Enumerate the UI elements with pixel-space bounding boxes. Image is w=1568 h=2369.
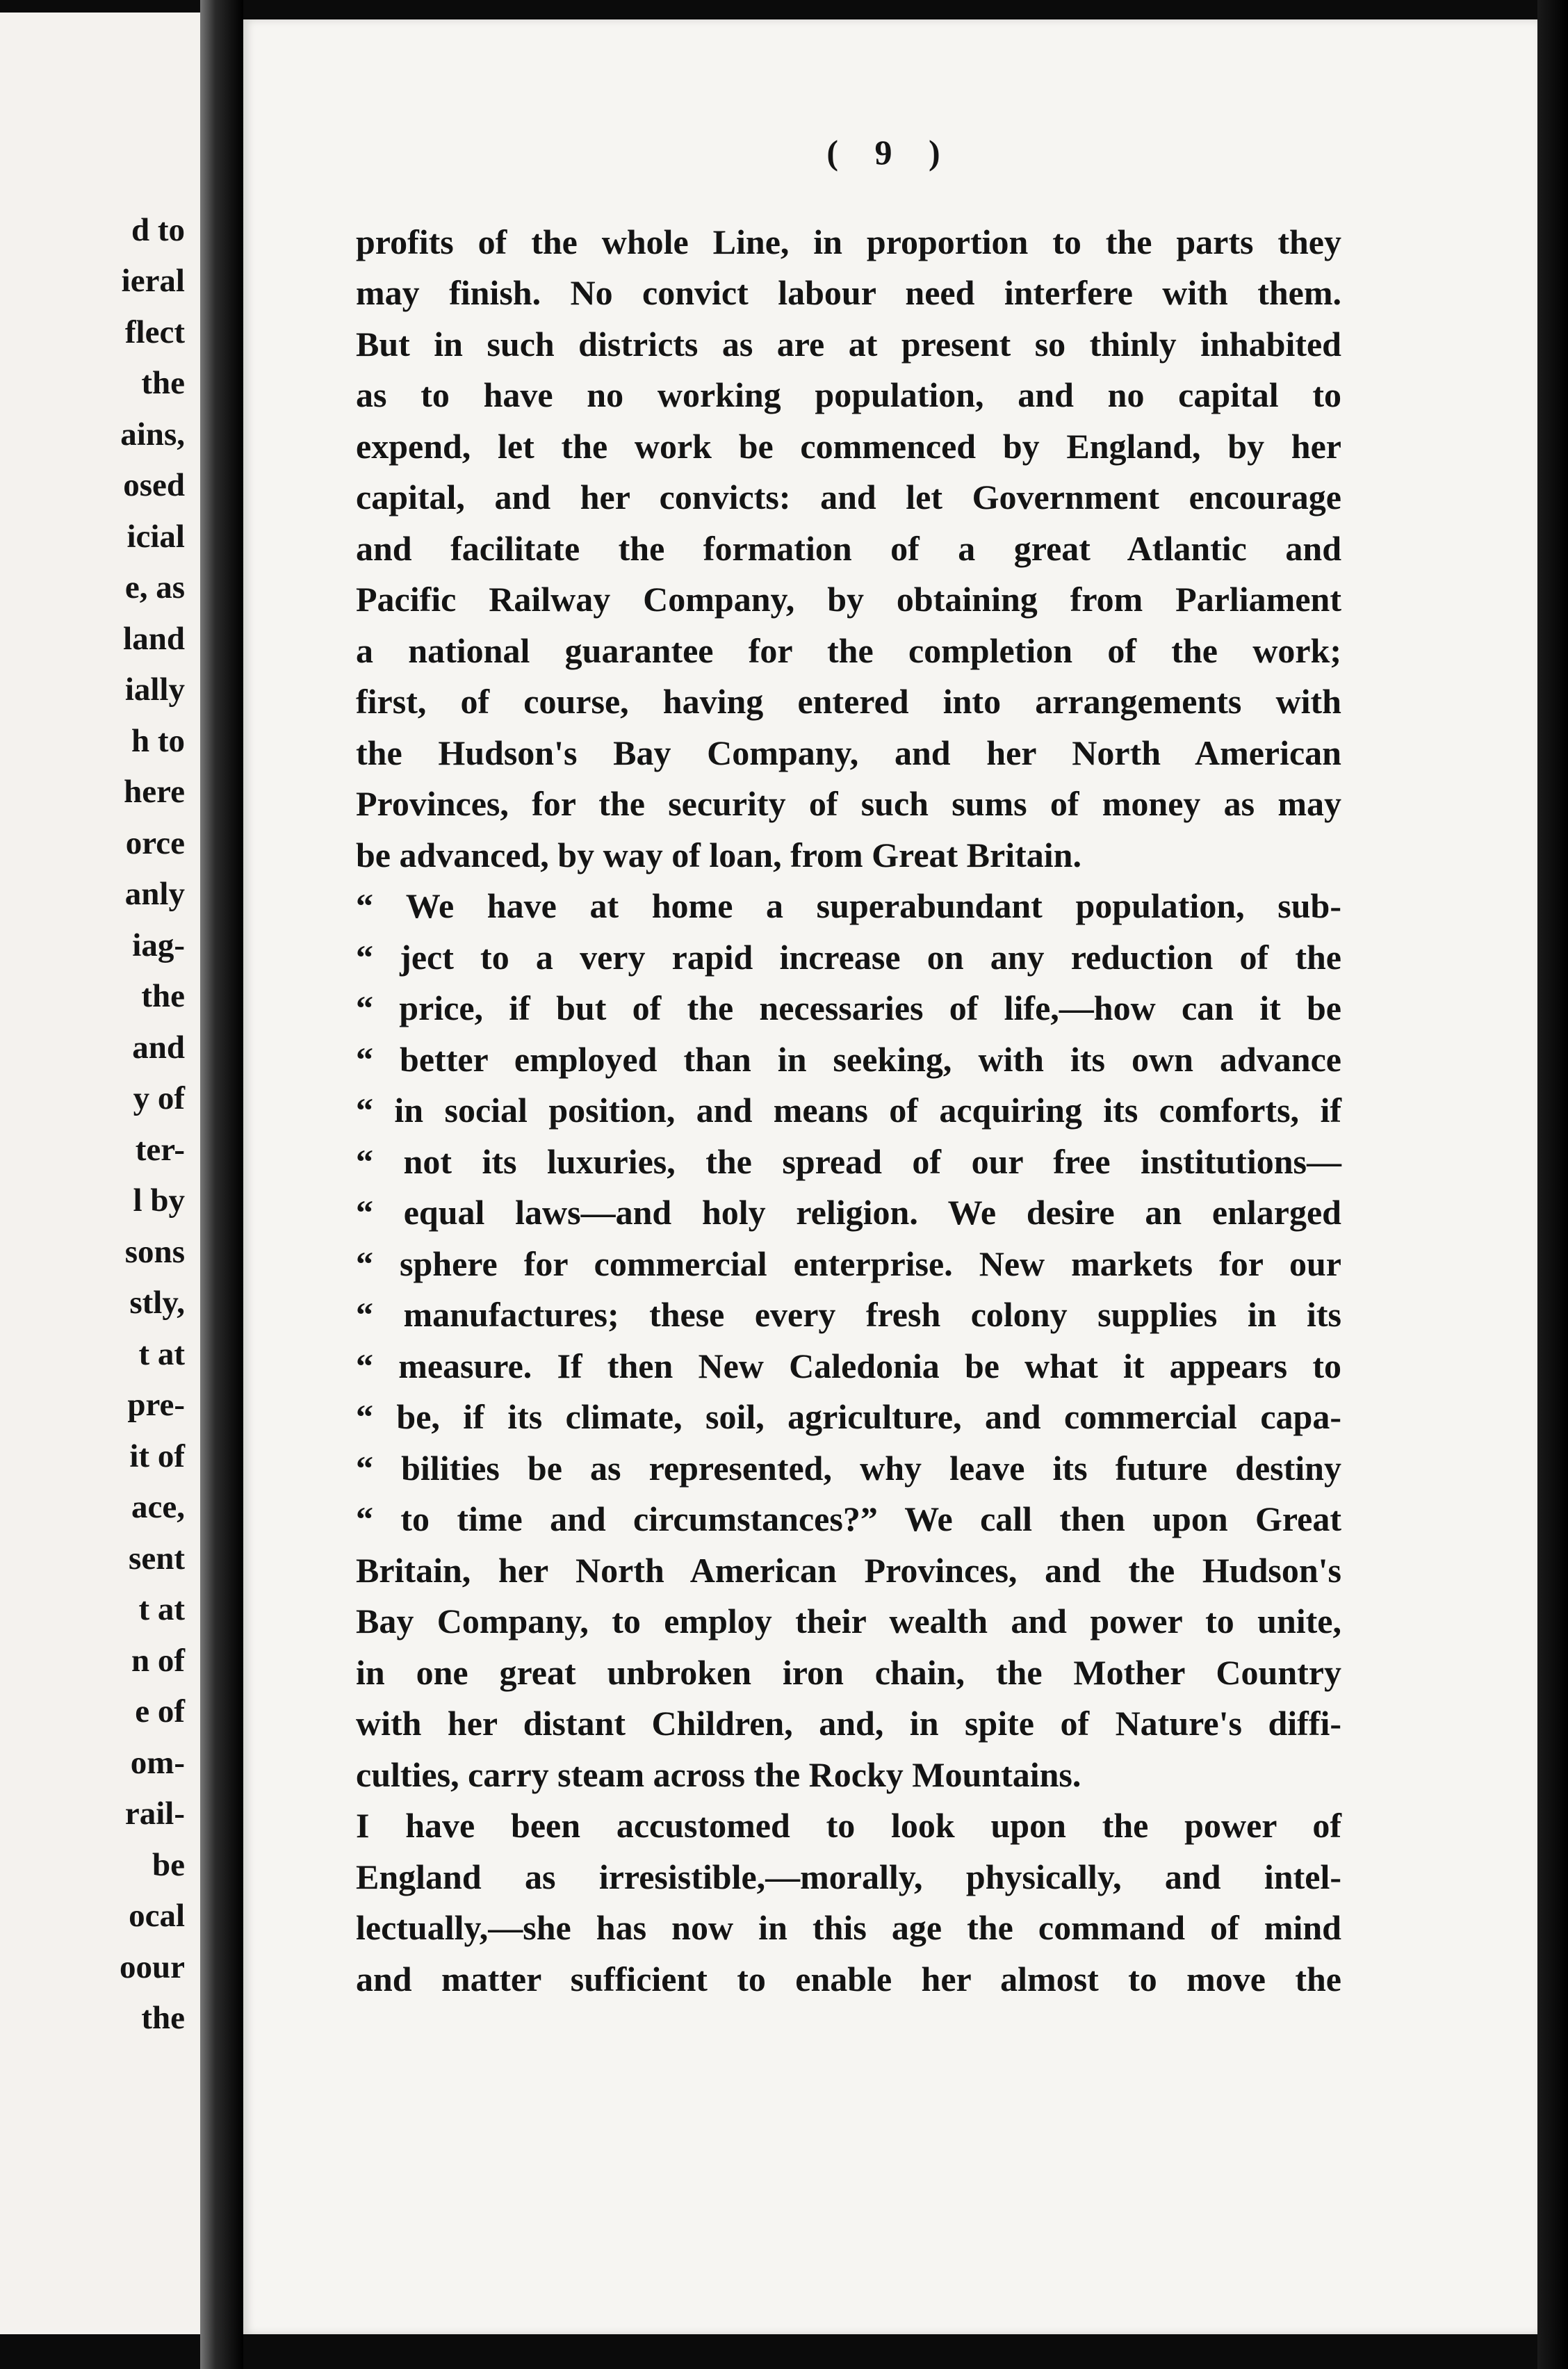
book-gutter (200, 0, 243, 2369)
left-page-fragment: y of (133, 1080, 185, 1116)
left-page-edge (0, 13, 200, 2334)
left-page-fragment: t at (138, 1591, 185, 1627)
text-line: and matter sufficient to enable her almost to move the (356, 1960, 1341, 1998)
left-page-fragment: ially (124, 671, 185, 708)
text-line: capital, and her convicts: and let Government encourage (356, 478, 1341, 516)
left-page-fragment: icial (126, 519, 185, 555)
text-line: “ bilities be as represented, why leave its future destiny (356, 1449, 1341, 1488)
text-line: Pacific Railway Company, by obtaining from Parliament (356, 580, 1341, 619)
left-page-fragment: om- (130, 1745, 185, 1781)
text-line: “ manufactures; these every fresh colony supplies in its (356, 1295, 1341, 1334)
left-page-fragment: stly, (129, 1285, 185, 1321)
text-line: profits of the whole Line, in proportion to the parts they (356, 222, 1341, 261)
left-page-fragment: and (132, 1029, 185, 1066)
text-line: “ price, if but of the necessaries of life,—how can it be (356, 988, 1341, 1027)
text-line: as to have no working population, and no capital to (356, 375, 1341, 414)
left-page-fragment: orce (125, 825, 185, 861)
text-line: “ to time and circumstances?” We call then upon Great (356, 1499, 1341, 1538)
text-line: be advanced, by way of loan, from Great Britain. (356, 836, 1081, 874)
text-line: “ not its luxuries, the spread of our free institutions— (356, 1142, 1341, 1181)
left-page-fragment: ieral (121, 263, 185, 299)
text-line: culties, carry steam across the Rocky Mountains. (356, 1755, 1081, 1794)
left-page-fragment: flect (124, 314, 185, 350)
left-page-fragment: ocal (129, 1898, 185, 1934)
left-page-fragment: land (123, 621, 185, 657)
text-line: Britain, her North American Provinces, and the Hudson's (356, 1551, 1341, 1590)
text-line: “ be, if its climate, soil, agriculture, and commercial capa- (356, 1397, 1341, 1436)
text-line: a national guarantee for the completion of the work; (356, 631, 1341, 670)
left-page-fragment: the (141, 365, 185, 401)
left-page-fragment: it of (129, 1438, 185, 1474)
left-page-fragment: ace, (131, 1489, 185, 1525)
left-page-fragment: pre- (127, 1387, 185, 1423)
left-page-fragment: h to (131, 723, 185, 759)
left-page-fragment: d to (131, 212, 185, 248)
right-page (243, 19, 1537, 2334)
text-line: But in such districts as are at present so thinly inhabited (356, 325, 1341, 364)
text-line: England as irresistible,—morally, physically, and intel- (356, 1857, 1341, 1896)
left-page-fragment: the (141, 2000, 185, 2036)
left-page-fragment: ter- (135, 1132, 185, 1168)
left-page-fragment: here (124, 774, 185, 810)
left-page-fragment: l by (133, 1182, 185, 1219)
left-page-fragment: sons (124, 1234, 185, 1270)
text-line: the Hudson's Bay Company, and her North American (356, 733, 1341, 772)
left-page-fragment: n of (131, 1643, 185, 1679)
left-page-fragment: sent (129, 1540, 185, 1577)
left-page-fragment: oour (120, 1949, 185, 1985)
text-line: Bay Company, to employ their wealth and power to unite, (356, 1602, 1341, 1641)
left-page-fragment: t at (138, 1336, 185, 1372)
left-page-fragment: ains, (120, 416, 185, 453)
left-page-fragment: anly (124, 876, 185, 912)
text-line: “ better employed than in seeking, with its own advance (356, 1040, 1341, 1079)
text-line: “ in social position, and means of acquiring its comforts, if (356, 1091, 1341, 1130)
left-page-fragment: e of (135, 1693, 185, 1729)
text-line: “ We have at home a superabundant population, sub- (356, 886, 1341, 925)
text-line: I have been accustomed to look upon the power of (356, 1806, 1341, 1845)
left-page-fragment: be (152, 1847, 185, 1883)
left-page-fragment: rail- (124, 1796, 185, 1832)
left-page-fragment: the (141, 978, 185, 1014)
text-line: may finish. No convict labour need interfere with them. (356, 273, 1341, 312)
left-page-fragment: e, as (124, 569, 185, 605)
left-page-fragment: osed (123, 467, 185, 503)
right-page-edge (1537, 0, 1568, 2369)
text-line: and facilitate the formation of a great Atlantic and (356, 529, 1341, 568)
text-line: first, of course, having entered into arrangements with (356, 682, 1341, 721)
text-line: lectually,—she has now in this age the command of mind (356, 1908, 1341, 1947)
text-line: in one great unbroken iron chain, the Mother Country (356, 1653, 1341, 1692)
text-line: with her distant Children, and, in spite of Nature's diffi- (356, 1704, 1341, 1743)
page-number: ( 9 ) (826, 133, 954, 172)
text-line: expend, let the work be commenced by England, by her (356, 427, 1341, 466)
left-page-fragment: iag- (132, 927, 185, 963)
text-line: “ ject to a very rapid increase on any reduction of the (356, 938, 1341, 977)
text-line: “ measure. If then New Caledonia be what it appears to (356, 1346, 1341, 1385)
text-line: “ sphere for commercial enterprise. New markets for our (356, 1244, 1341, 1283)
text-line: “ equal laws—and holy religion. We desire an enlarged (356, 1193, 1341, 1232)
text-line: Provinces, for the security of such sums of money as may (356, 784, 1341, 823)
